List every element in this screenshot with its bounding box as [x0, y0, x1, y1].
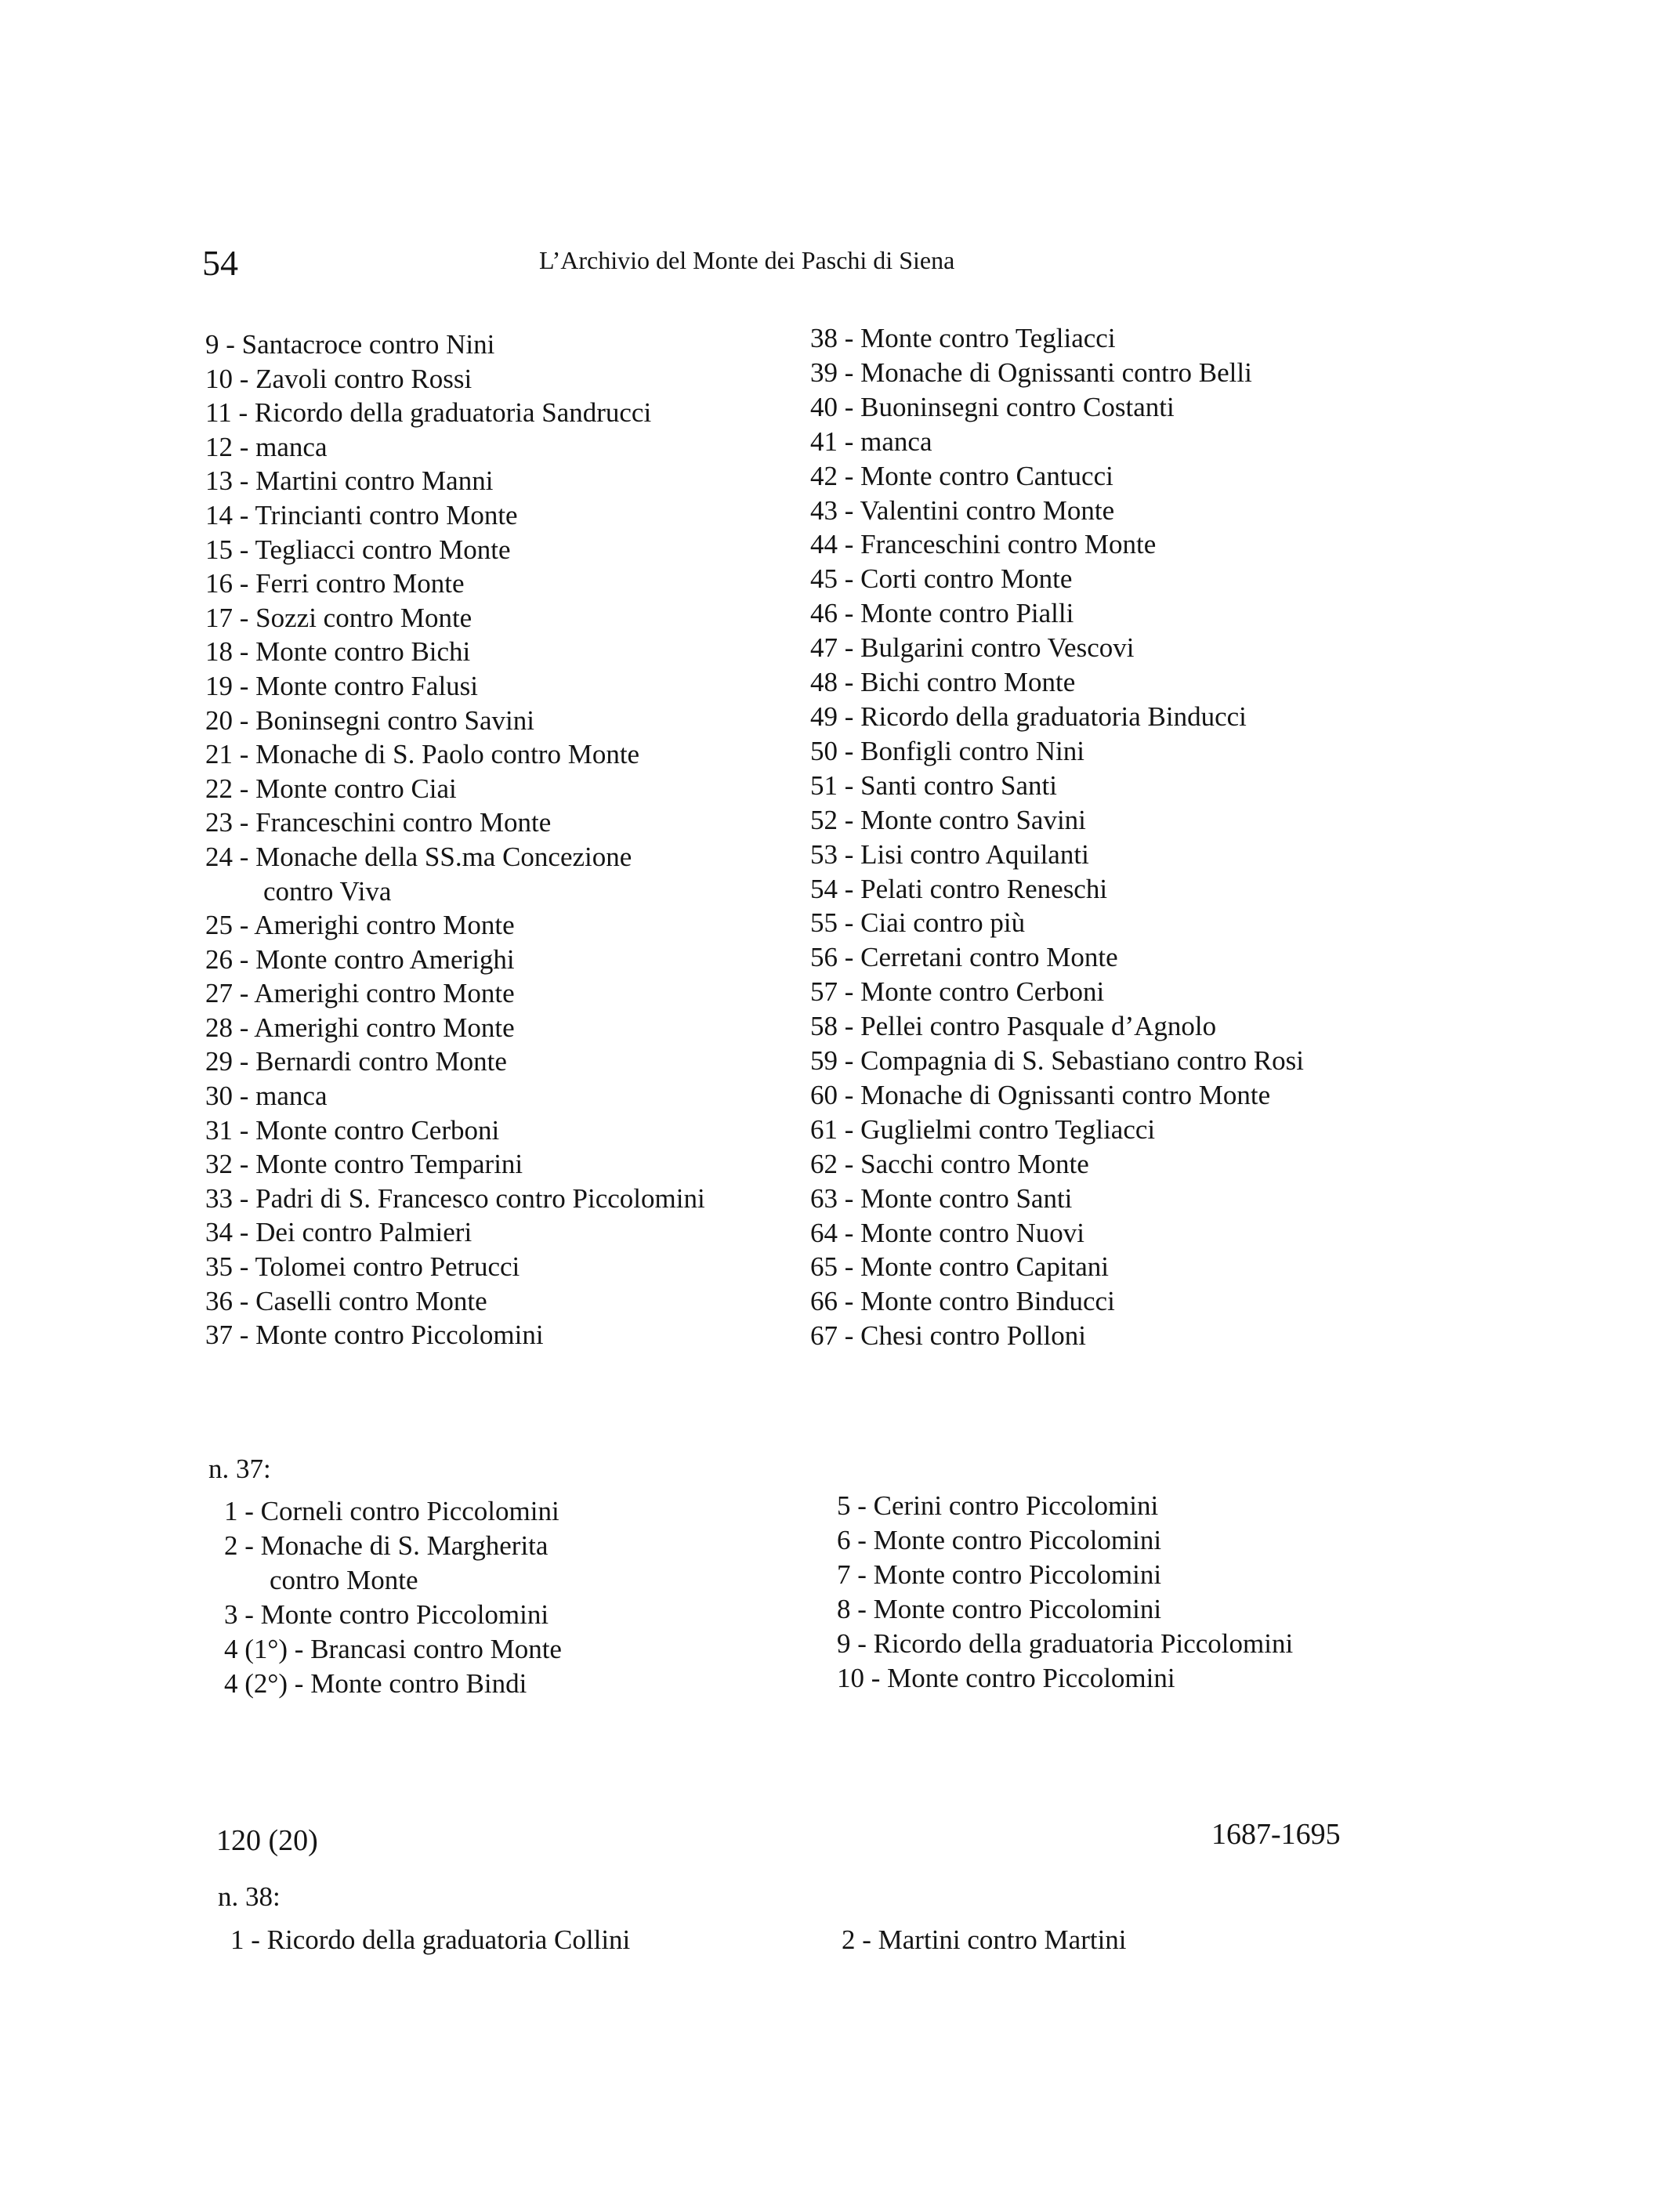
list-item: 38 - Monte contro Tegliacci [810, 323, 1116, 353]
section-label-n37: n. 37: [208, 1454, 271, 1484]
list-item: 6 - Monte contro Piccolomini [837, 1525, 1162, 1555]
continuation-text: contro Viva [263, 875, 392, 907]
list-item: 62 - Sacchi contro Monte [810, 1148, 1089, 1179]
list-item: 59 - Compagnia di S. Sebastiano contro Rosi [810, 1045, 1304, 1077]
list-item: 51 - Santi contro Santi [810, 769, 1057, 801]
list-item: 34 - Dei contro Palmieri [205, 1217, 472, 1248]
list-item: 65 - Monte contro Capitani [810, 1251, 1110, 1283]
list-item: 40 - Buoninsegni contro Costanti [810, 391, 1175, 422]
list-item: 46 - Monte contro Pialli [810, 598, 1074, 629]
list-item: 2 - Martini contro Martini [842, 1924, 1127, 1955]
list-item: 42 - Monte contro Cantucci [810, 460, 1113, 491]
list-item: 52 - Monte contro Savini [810, 804, 1086, 835]
archival-unit-number: 120 (20) [216, 1824, 318, 1857]
list-item: 23 - Franceschini contro Monte [205, 807, 552, 838]
list-item: 2 - Monache di S. Margherita [224, 1530, 549, 1561]
list-item: 24 - Monache della SS.ma Concezione [205, 841, 632, 872]
continuation-text: contro Monte [270, 1565, 418, 1595]
list-item: 45 - Corti contro Monte [810, 563, 1073, 595]
list-item: 15 - Tegliacci contro Monte [205, 534, 511, 565]
list-item: 41 - manca [810, 425, 932, 457]
list-item: 1 - Ricordo della graduatoria Collini [230, 1924, 631, 1955]
page-number: 54 [202, 243, 238, 283]
list-item: 30 - manca [205, 1081, 328, 1112]
list-item: 55 - Ciai contro più [810, 907, 1026, 939]
list-item: 31 - Monte contro Cerboni [205, 1114, 500, 1146]
list-item: 18 - Monte contro Bichi [205, 636, 471, 668]
list-item: 4 (1°) - Brancasi contro Monte [224, 1634, 562, 1664]
list-item: 9 - Ricordo della graduatoria Piccolomini [837, 1628, 1294, 1659]
list-item: 19 - Monte contro Falusi [205, 670, 479, 701]
list-item: 10 - Monte contro Piccolomini [837, 1663, 1175, 1693]
list-item: 56 - Cerretani contro Monte [810, 942, 1118, 973]
list-item: 48 - Bichi contro Monte [810, 667, 1076, 698]
list-item: 67 - Chesi contro Polloni [810, 1320, 1086, 1352]
list-item: 12 - manca [205, 431, 328, 462]
list-item: 10 - Zavoli contro Rossi [205, 363, 472, 394]
list-item: 47 - Bulgarini contro Vescovi [810, 632, 1135, 664]
list-item: 8 - Monte contro Piccolomini [837, 1594, 1162, 1624]
archival-unit-dates: 1687-1695 [1211, 1818, 1341, 1851]
list-item: 20 - Boninsegni contro Savini [205, 704, 534, 736]
list-item: 64 - Monte contro Nuovi [810, 1217, 1084, 1248]
list-item: 35 - Tolomei contro Petrucci [205, 1251, 520, 1283]
list-item: 29 - Bernardi contro Monte [205, 1046, 507, 1077]
section-label-n38: n. 38: [218, 1881, 281, 1912]
list-item: 32 - Monte contro Temparini [205, 1149, 523, 1180]
list-item: 39 - Monache di Ognissanti contro Belli [810, 357, 1252, 388]
list-item: 49 - Ricordo della graduatoria Binducci [810, 701, 1247, 732]
list-item: 13 - Martini contro Manni [205, 465, 494, 497]
list-item: 5 - Cerini contro Piccolomini [837, 1490, 1159, 1521]
list-item: 53 - Lisi contro Aquilanti [810, 838, 1089, 870]
list-item: 44 - Franceschini contro Monte [810, 529, 1157, 560]
list-item: 57 - Monte contro Cerboni [810, 976, 1105, 1008]
list-item: 9 - Santacroce contro Nini [205, 329, 495, 360]
list-item: 1 - Corneli contro Piccolomini [224, 1496, 559, 1526]
list-item: 63 - Monte contro Santi [810, 1182, 1073, 1214]
main-list-right-column [810, 321, 1304, 1353]
running-title: L’Archivio del Monte dei Paschi di Siena [539, 246, 955, 274]
list-item: 3 - Monte contro Piccolomini [224, 1599, 549, 1630]
list-item: 54 - Pelati contro Reneschi [810, 873, 1108, 904]
list-item: 17 - Sozzi contro Monte [205, 602, 472, 633]
list-item: 21 - Monache di S. Paolo contro Monte [205, 739, 640, 770]
main-list-left-column [205, 328, 705, 1352]
list-item: 25 - Amerighi contro Monte [205, 910, 515, 941]
list-item: 7 - Monte contro Piccolomini [837, 1559, 1162, 1590]
list-item: 11 - Ricordo della graduatoria Sandrucci [205, 397, 652, 429]
list-item-continuation [205, 874, 705, 909]
n37-list-right-column [837, 1489, 1293, 1696]
list-item: 22 - Monte contro Ciai [205, 773, 457, 804]
list-item: 26 - Monte contro Amerighi [205, 943, 515, 975]
list-item: 27 - Amerighi contro Monte [205, 978, 515, 1009]
list-item: 66 - Monte contro Binducci [810, 1286, 1115, 1317]
list-item: 60 - Monache di Ognissanti contro Monte [810, 1079, 1271, 1110]
list-item: 37 - Monte contro Piccolomini [205, 1320, 544, 1351]
n37-list-left-column [224, 1494, 562, 1701]
list-item: 16 - Ferri contro Monte [205, 568, 465, 599]
list-item: 33 - Padri di S. Francesco contro Piccolomini [205, 1182, 705, 1214]
list-item: 36 - Caselli contro Monte [205, 1285, 487, 1316]
list-item: 50 - Bonfigli contro Nini [810, 735, 1084, 766]
list-item: 28 - Amerighi contro Monte [205, 1012, 515, 1043]
list-item: 43 - Valentini contro Monte [810, 494, 1115, 526]
list-item: 61 - Guglielmi contro Tegliacci [810, 1113, 1156, 1145]
list-item: 4 (2°) - Monte contro Bindi [224, 1668, 527, 1699]
list-item-continuation [224, 1563, 562, 1598]
list-item: 14 - Trincianti contro Monte [205, 499, 518, 530]
list-item: 58 - Pellei contro Pasquale d’Agnolo [810, 1011, 1217, 1042]
